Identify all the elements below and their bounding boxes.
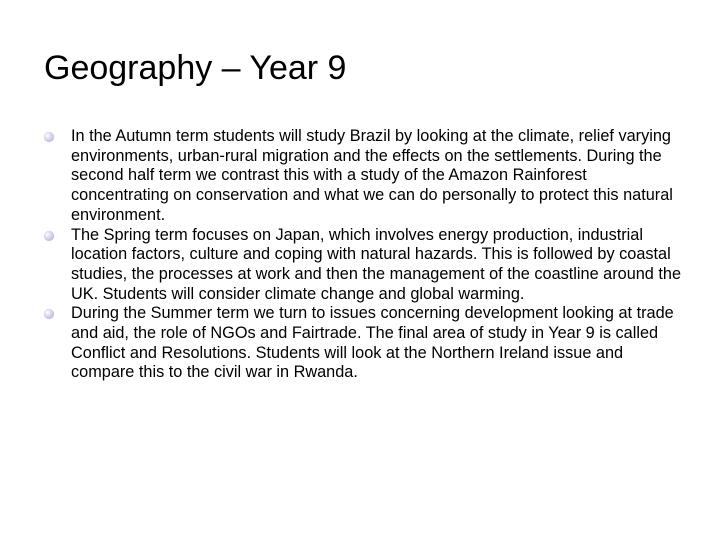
- slide-title: Geography – Year 9: [44, 49, 347, 87]
- bullet-text: The Spring term focuses on Japan, which involves energy production, industrial location factors, culture and coping with natural hazards. This is followed by coastal studies, the processes at work and then the management of the coastline around the UK. Students will consider climate change and global warming.: [71, 225, 682, 303]
- bullet-item-autumn: [44, 127, 684, 226]
- bullet-text: In the Autumn term students will study Brazil by looking at the climate, relief varying environments, urban-rural migration and the effects on the settlements. During the second half term we contrast this with a study of the Amazon Rainforest concentrating on conservation and what we can do personally to protect this natural environment.: [71, 127, 673, 224]
- bullet-list: [44, 127, 684, 383]
- bullet-item-summer: [44, 304, 684, 383]
- bullet-dot-icon: [44, 132, 54, 142]
- bullet-text: During the Summer term we turn to issues concerning development looking at trade and aid, the role of NGOs and Fairtrade. The final area of study in Year 9 is called Conflict and Resolutions. Students will look at the Northern Ireland issue and compare this to the civil war in Rwanda.: [71, 304, 674, 382]
- bullet-item-spring: [44, 226, 684, 305]
- bullet-dot-icon: [44, 231, 54, 241]
- bullet-dot-icon: [44, 309, 54, 319]
